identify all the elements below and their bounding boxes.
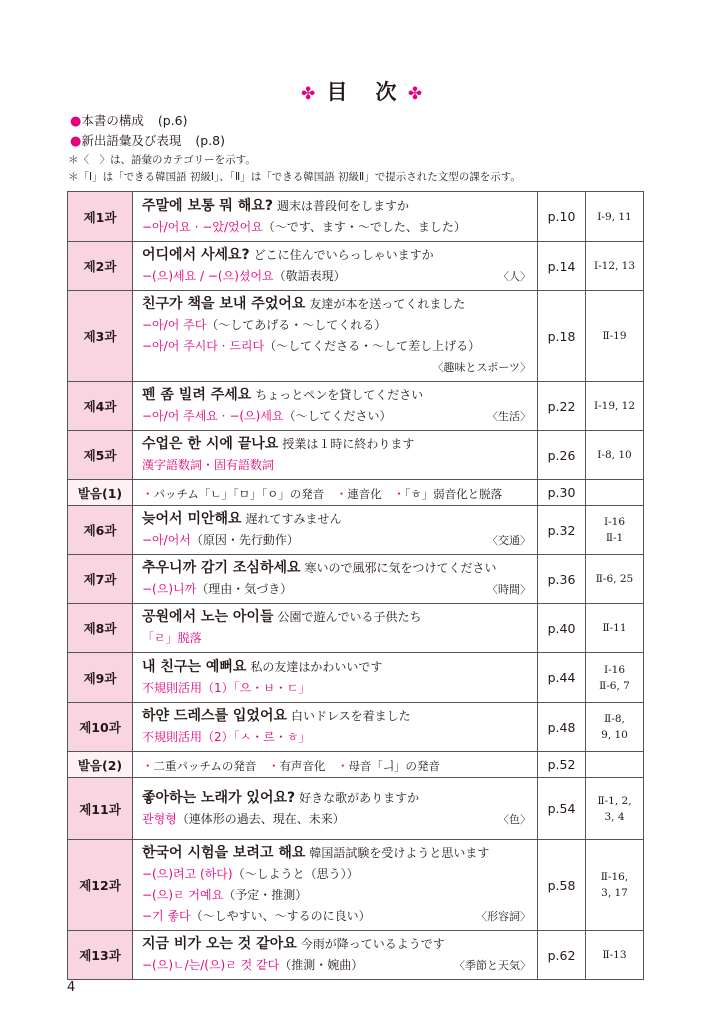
grammar-pattern: −아/어 주다 — [142, 318, 207, 332]
page-ref[interactable]: p.18 — [538, 291, 586, 382]
reference-2: Ⅱ-6, 7 — [599, 679, 630, 692]
lesson-title-line — [142, 558, 531, 579]
grammar-meaning: （〜してくださる・〜して差し上げる） — [264, 339, 481, 353]
lesson-content — [133, 778, 538, 840]
japanese-title: 今雨が降っているようです — [300, 937, 445, 951]
grammar-pattern: 不規則活用（2）「ㅅ・르・ㅎ」 — [142, 730, 311, 744]
grammar-line — [142, 678, 531, 699]
lesson-title-line — [142, 706, 531, 727]
reference-cell — [586, 480, 644, 506]
toc-row[interactable] — [68, 291, 644, 382]
japanese-title: 寒いので風邪に気をつけてください — [304, 561, 497, 575]
bullet-icon: ● — [70, 134, 82, 149]
grammar-meaning: （原因・先行動作） — [190, 533, 299, 547]
reference-cell — [586, 431, 644, 480]
japanese-title: どこに住んでいらっしゃいますか — [253, 248, 434, 262]
page-ref[interactable]: p.26 — [538, 431, 586, 480]
reference-1: Ⅰ-16 — [603, 663, 626, 676]
lesson-number: 제1과 — [68, 192, 133, 242]
reference-cell — [586, 653, 644, 703]
reference-cell — [586, 555, 644, 604]
pronunciation-content — [133, 480, 538, 506]
reference-cell — [586, 291, 644, 382]
reference-1: Ⅰ-19, 12 — [593, 400, 636, 412]
lesson-content — [133, 431, 538, 480]
grammar-line — [142, 906, 531, 927]
toc-table — [67, 191, 644, 980]
reference-1: Ⅰ-8, 10 — [597, 449, 632, 461]
page-ref[interactable]: p.36 — [538, 555, 586, 604]
grammar-line — [142, 266, 531, 287]
page-ref[interactable]: p.48 — [538, 703, 586, 752]
reference-1: Ⅱ-19 — [602, 330, 627, 342]
grammar-line — [142, 530, 531, 551]
japanese-title: ちょっとペンを貸してください — [255, 388, 424, 402]
toc-row[interactable] — [68, 604, 644, 653]
grammar-meaning: （〜しやすい、〜するのに良い） — [190, 909, 371, 923]
page-ref[interactable]: p.58 — [538, 840, 586, 931]
grammar-pattern: −(으)려고 (하다) — [142, 867, 233, 881]
korean-title: 내 친구는 예뻐요 — [142, 658, 247, 675]
reference-1: Ⅰ-16 — [603, 516, 626, 528]
lesson-number: 제5과 — [68, 431, 133, 480]
note-reference: ＊「Ⅰ」は「できる韓国語 初級Ⅰ」、「Ⅱ」は「できる韓国語 初級Ⅱ」で提示された文型の課を示す。 — [68, 171, 521, 183]
grammar-meaning: （敬語表現） — [273, 269, 346, 283]
reference-1: Ⅱ-11 — [602, 622, 627, 634]
pronunciation-label: 발음(1) — [68, 480, 133, 506]
lesson-content — [133, 653, 538, 703]
grammar-meaning: （予定・推測） — [223, 888, 308, 902]
grammar-meaning: （〜してあげる・〜してくれる） — [206, 318, 387, 332]
korean-title: 추우니까 감기 조심하세요 — [142, 560, 301, 576]
grammar-line — [142, 336, 531, 357]
grammar-pattern: −(으)ㄹ 거예요 — [142, 888, 224, 902]
korean-title: 주말에 보통 뭐 해요? — [142, 197, 273, 214]
lesson-number: 제6과 — [68, 506, 133, 555]
title-char-1: 目 — [326, 80, 350, 104]
title-char-2: 次 — [375, 80, 399, 104]
japanese-title: 私の友達はかわいいです — [250, 659, 383, 674]
lesson-title-line — [142, 245, 531, 266]
pronunciation-row[interactable] — [68, 752, 644, 778]
korean-title: 늦어서 미안해요 — [142, 511, 242, 527]
toc-row[interactable] — [68, 840, 644, 931]
lesson-content — [133, 382, 538, 431]
page-ref[interactable]: p.54 — [538, 778, 586, 840]
lesson-number: 제7과 — [68, 555, 133, 604]
lesson-content — [133, 506, 538, 555]
page-ref[interactable]: p.14 — [538, 242, 586, 291]
lesson-title-line — [142, 294, 531, 315]
grammar-line — [142, 315, 531, 336]
vocab-category: 〈形容詞〉 — [476, 910, 531, 923]
reference-2: 3, 4 — [604, 810, 625, 823]
toc-row[interactable] — [68, 778, 644, 840]
lesson-title-line — [142, 509, 531, 530]
reference-2: 3, 17 — [601, 887, 628, 899]
japanese-title: 友達が本を送ってくれました — [309, 297, 466, 311]
japanese-title: 好きな歌がありますか — [299, 790, 420, 805]
grammar-pattern: −(으)ㄴ/는/(으)ㄹ 것 같다 — [142, 958, 280, 972]
korean-title: 공원에서 노는 아이들 — [142, 609, 274, 625]
toc-row[interactable] — [68, 506, 644, 555]
japanese-title: 白いドレスを着ました — [291, 709, 411, 723]
grammar-line — [142, 217, 531, 238]
page-ref[interactable]: p.62 — [538, 931, 586, 980]
toc-row[interactable] — [68, 653, 644, 703]
lesson-number: 제11과 — [68, 778, 133, 840]
korean-title: 수업은 한 시에 끝나요 — [142, 436, 279, 452]
page-ref[interactable]: p.30 — [538, 480, 586, 506]
vocab-category: 〈時間〉 — [487, 583, 531, 596]
japanese-title: 授業は１時に終わります — [282, 437, 415, 451]
grammar-meaning: （〜してください） — [283, 409, 392, 423]
bullet-icon: ● — [70, 114, 82, 129]
reference-2: 9, 10 — [601, 729, 628, 741]
grammar-pattern: 漢字語数詞・固有語数詞 — [142, 458, 275, 472]
toc-row[interactable] — [68, 242, 644, 291]
lesson-number: 제8과 — [68, 604, 133, 653]
toc-row[interactable] — [68, 555, 644, 604]
lesson-content — [133, 840, 538, 931]
reference-1: Ⅰ-12, 13 — [593, 260, 636, 272]
grammar-meaning: （〜です、ます・〜でした、ました） — [262, 219, 466, 234]
reference-1: Ⅰ-9, 11 — [597, 210, 632, 223]
japanese-title: 公園で遊んでいる子供たち — [277, 610, 422, 624]
toc-row[interactable] — [68, 431, 644, 480]
lesson-title-line — [142, 607, 531, 628]
flower-ornament-icon: ✤ — [300, 84, 318, 104]
page-ref[interactable]: p.44 — [538, 653, 586, 703]
grammar-line — [142, 357, 531, 378]
intro-item-structure[interactable]: ●本書の構成 (p.6) — [70, 113, 188, 129]
japanese-title: 韓国語試験を受けようと思います — [309, 846, 490, 860]
lesson-title-line — [142, 657, 531, 678]
vocab-category: 〈交通〉 — [487, 534, 531, 547]
reference-1: Ⅱ-6, 25 — [595, 573, 634, 585]
pronunciation-topics: ・パッチム「ㄴ」「ㅁ」「ㅇ」の発音 ・連音化 ・「ㅎ」弱音化と脱落 — [142, 487, 503, 501]
toc-row[interactable] — [68, 703, 644, 752]
lesson-content — [133, 931, 538, 980]
lesson-number: 제9과 — [68, 653, 133, 703]
grammar-line — [142, 885, 531, 906]
page-ref[interactable]: p.52 — [538, 752, 586, 778]
lesson-number: 제13과 — [68, 931, 133, 980]
korean-title: 좋아하는 노래가 있어요? — [142, 789, 296, 806]
grammar-line — [142, 727, 531, 748]
vocab-category: 〈趣味とスポーツ〉 — [432, 361, 531, 374]
grammar-line — [142, 628, 531, 649]
lesson-title-line — [142, 843, 531, 864]
grammar-pattern: −아/어요 · −았/었어요 — [142, 219, 263, 234]
lesson-number: 제2과 — [68, 242, 133, 291]
grammar-pattern: −아/어 주시다 · 드리다 — [142, 339, 265, 353]
vocab-category: 〈色〉 — [498, 812, 531, 826]
pronunciation-row[interactable] — [68, 480, 644, 506]
lesson-title-line — [142, 196, 531, 217]
pronunciation-label: 발음(2) — [68, 752, 133, 778]
page-ref[interactable]: p.22 — [538, 382, 586, 431]
note-category: ＊〈 〉は、語彙のカテゴリーを示す。 — [68, 154, 256, 166]
korean-title: 친구가 책을 보내 주었어요 — [142, 296, 306, 312]
lesson-number: 제4과 — [68, 382, 133, 431]
lesson-content — [133, 192, 538, 242]
lesson-title-line — [142, 788, 531, 809]
lesson-content — [133, 555, 538, 604]
grammar-pattern: 관형형 — [142, 811, 177, 826]
reference-cell — [586, 778, 644, 840]
lesson-content — [133, 242, 538, 291]
japanese-title: 週末は普段何をしますか — [276, 198, 409, 213]
lesson-number: 제10과 — [68, 703, 133, 752]
grammar-pattern: −(으)니까 — [142, 582, 197, 596]
page-ref[interactable]: p.32 — [538, 506, 586, 555]
reference-1: Ⅱ-13 — [602, 949, 627, 961]
vocab-category: 〈季節と天気〉 — [454, 959, 531, 972]
reference-cell — [586, 703, 644, 752]
korean-title: 어디에서 사세요? — [142, 247, 250, 263]
lesson-number: 제3과 — [68, 291, 133, 382]
page-ref[interactable]: p.10 — [538, 192, 586, 242]
grammar-meaning: （推測・婉曲） — [279, 958, 364, 972]
lesson-content — [133, 703, 538, 752]
page-title — [0, 76, 725, 106]
intro-item-vocabulary[interactable]: ●新出語彙及び表現 (p.8) — [70, 133, 225, 149]
page-number: 4 — [67, 980, 76, 995]
grammar-pattern: −기 좋다 — [142, 909, 191, 923]
lesson-title-line — [142, 385, 531, 406]
lesson-number: 제12과 — [68, 840, 133, 931]
toc-row[interactable] — [68, 192, 644, 242]
reference-cell — [586, 242, 644, 291]
reference-cell — [586, 752, 644, 778]
grammar-pattern: −아/어 주세요 · −(으)세요 — [142, 409, 284, 423]
grammar-pattern: −(으)세요 / −(으)셨어요 — [142, 269, 274, 283]
lesson-content — [133, 604, 538, 653]
grammar-line — [142, 455, 531, 476]
grammar-line — [142, 406, 531, 427]
reference-cell — [586, 604, 644, 653]
vocab-category: 〈人〉 — [498, 270, 531, 283]
grammar-line — [142, 955, 531, 976]
korean-title: 펜 좀 빌려 주세요 — [142, 387, 252, 403]
reference-1: Ⅱ-16, — [600, 871, 629, 883]
grammar-line — [142, 809, 531, 830]
grammar-pattern: −아/어서 — [142, 533, 191, 547]
japanese-title: 遅れてすみません — [245, 512, 342, 526]
pronunciation-content — [133, 752, 538, 778]
lesson-title-line — [142, 934, 531, 955]
reference-cell — [586, 506, 644, 555]
korean-title: 한국어 시험을 보려고 해요 — [142, 845, 306, 861]
grammar-meaning: （連体形の過去、現在、未来） — [176, 811, 345, 826]
grammar-pattern: 不規則活用（1）「으・ㅂ・ㄷ」 — [142, 680, 311, 695]
grammar-meaning: （〜しようと（思う）） — [232, 867, 359, 881]
korean-title: 하얀 드레스를 입었어요 — [142, 708, 287, 724]
lesson-content — [133, 291, 538, 382]
grammar-line — [142, 864, 531, 885]
lesson-title-line — [142, 434, 531, 455]
reference-cell — [586, 192, 644, 242]
reference-1: Ⅱ-1, 2, — [597, 794, 632, 807]
vocab-category: 〈生活〉 — [487, 410, 531, 423]
grammar-meaning: （理由・気づき） — [196, 582, 293, 596]
page-ref[interactable]: p.40 — [538, 604, 586, 653]
pronunciation-topics: ・二重パッチムの発音 ・有声音化 ・母音「ㅢ」の発音 — [142, 759, 441, 773]
reference-cell — [586, 382, 644, 431]
reference-cell — [586, 840, 644, 931]
reference-cell — [586, 931, 644, 980]
flower-ornament-icon: ✤ — [407, 84, 425, 104]
reference-2: Ⅱ-1 — [605, 532, 624, 544]
grammar-pattern: 「ㄹ」脱落 — [142, 631, 202, 645]
grammar-line — [142, 579, 531, 600]
toc-row[interactable] — [68, 382, 644, 431]
reference-1: Ⅱ-8, — [604, 713, 625, 725]
korean-title: 지금 비가 오는 것 같아요 — [142, 936, 297, 952]
toc-row[interactable] — [68, 931, 644, 980]
